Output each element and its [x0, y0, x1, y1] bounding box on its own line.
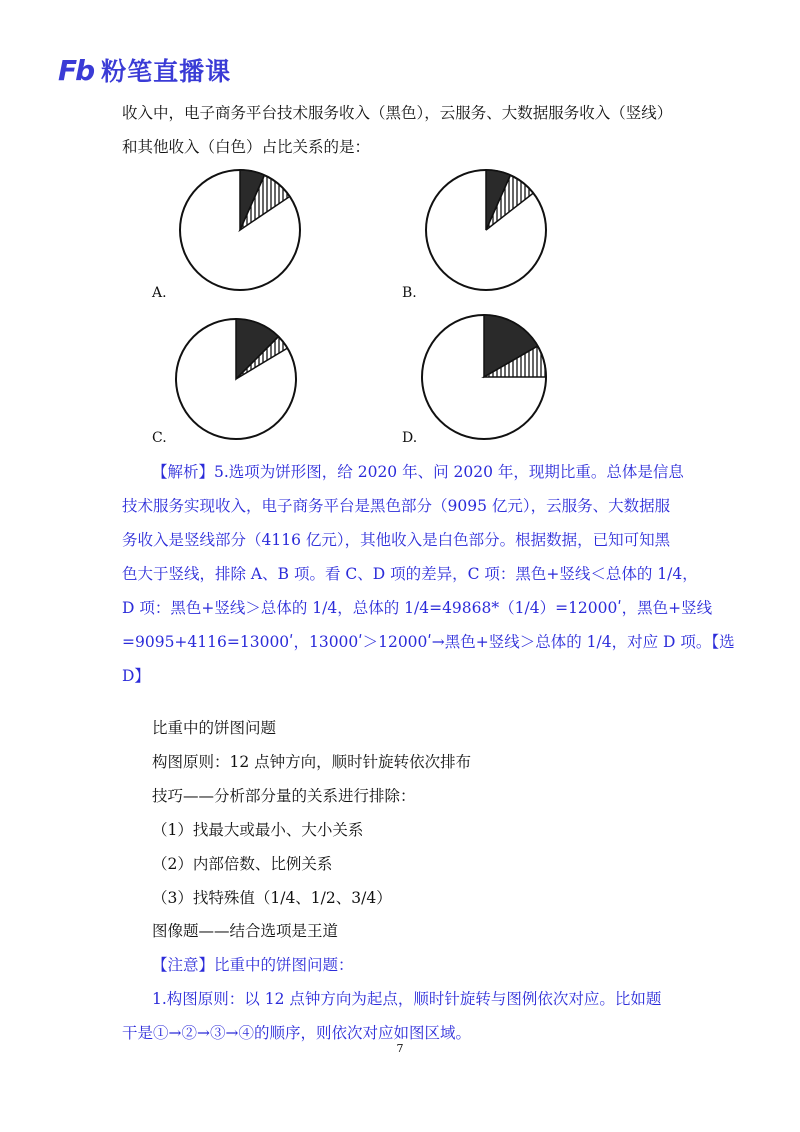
- notes-line-6: 图像题——结合选项是王道: [152, 922, 339, 940]
- notes-line-1: 构图原则：12 点钟方向，顺时针旋转依次排布: [152, 753, 472, 771]
- analysis-line-1: 【解析】5.选项为饼形图，给 2020 年、问 2020 年，现期比重。总体是信息: [152, 463, 684, 481]
- attention-line-2: 干是①→②→③→④的顺序，则依次对应如图区域。: [122, 1024, 471, 1042]
- brand-header: [58, 52, 231, 88]
- analysis-line-3: 务收入是竖线部分（4116 亿元），其他收入是白色部分。根据数据，已知可知黑: [122, 531, 671, 549]
- pie-chart-option-c: [174, 317, 298, 441]
- notes-line-4: （2）内部倍数、比例关系: [152, 855, 333, 873]
- notes-line-5: （3）找特殊值（1/4、1/2、3/4）: [152, 889, 392, 907]
- question-line-1: 收入中，电子商务平台技术服务收入（黑色），云服务、大数据服务收入（竖线）: [122, 104, 673, 122]
- pie-chart-option-a: [178, 168, 302, 292]
- analysis-line-2: 技术服务实现收入，电子商务平台是黑色部分（9095 亿元），云服务、大数据服: [122, 497, 671, 515]
- notes-title: 比重中的饼图问题: [152, 719, 277, 737]
- brand-logo-icon: Fb: [58, 53, 94, 87]
- brand-name: 粉笔直播课: [101, 57, 232, 86]
- question-line-2: 和其他收入（白色）占比关系的是：: [122, 138, 371, 156]
- page-number: 7: [396, 1042, 404, 1055]
- option-b-label: B.: [402, 285, 417, 301]
- option-a-label: A.: [152, 285, 167, 301]
- notes-line-3: （1）找最大或最小、大小关系: [152, 821, 364, 839]
- analysis-line-6: =9095+4116=13000ʹ，13000ʹ＞12000ʹ→黑色+竖线＞总体的 1/4，对应 D 项。【选: [122, 633, 735, 651]
- analysis-line-4: 色大于竖线，排除 A、B 项。看 C、D 项的差异，C 项：黑色+竖线＜总体的 1/4，: [122, 565, 698, 583]
- attention-title: 【注意】比重中的饼图问题：: [152, 956, 354, 974]
- pie-chart-option-d: [420, 313, 548, 441]
- analysis-line-5: D 项：黑色+竖线＞总体的 1/4，总体的 1/4=49868*（1/4）=12000ʹ，黑色+竖线: [122, 599, 713, 617]
- attention-line-1: 1.构图原则：以 12 点钟方向为起点，顺时针旋转与图例依次对应。比如题: [152, 990, 662, 1008]
- notes-line-2: 技巧——分析部分量的关系进行排除：: [152, 787, 416, 805]
- pie-chart-option-b: [424, 168, 548, 292]
- analysis-line-7: D】: [122, 667, 150, 685]
- option-d-label: D.: [402, 430, 418, 446]
- option-c-label: C.: [152, 430, 167, 446]
